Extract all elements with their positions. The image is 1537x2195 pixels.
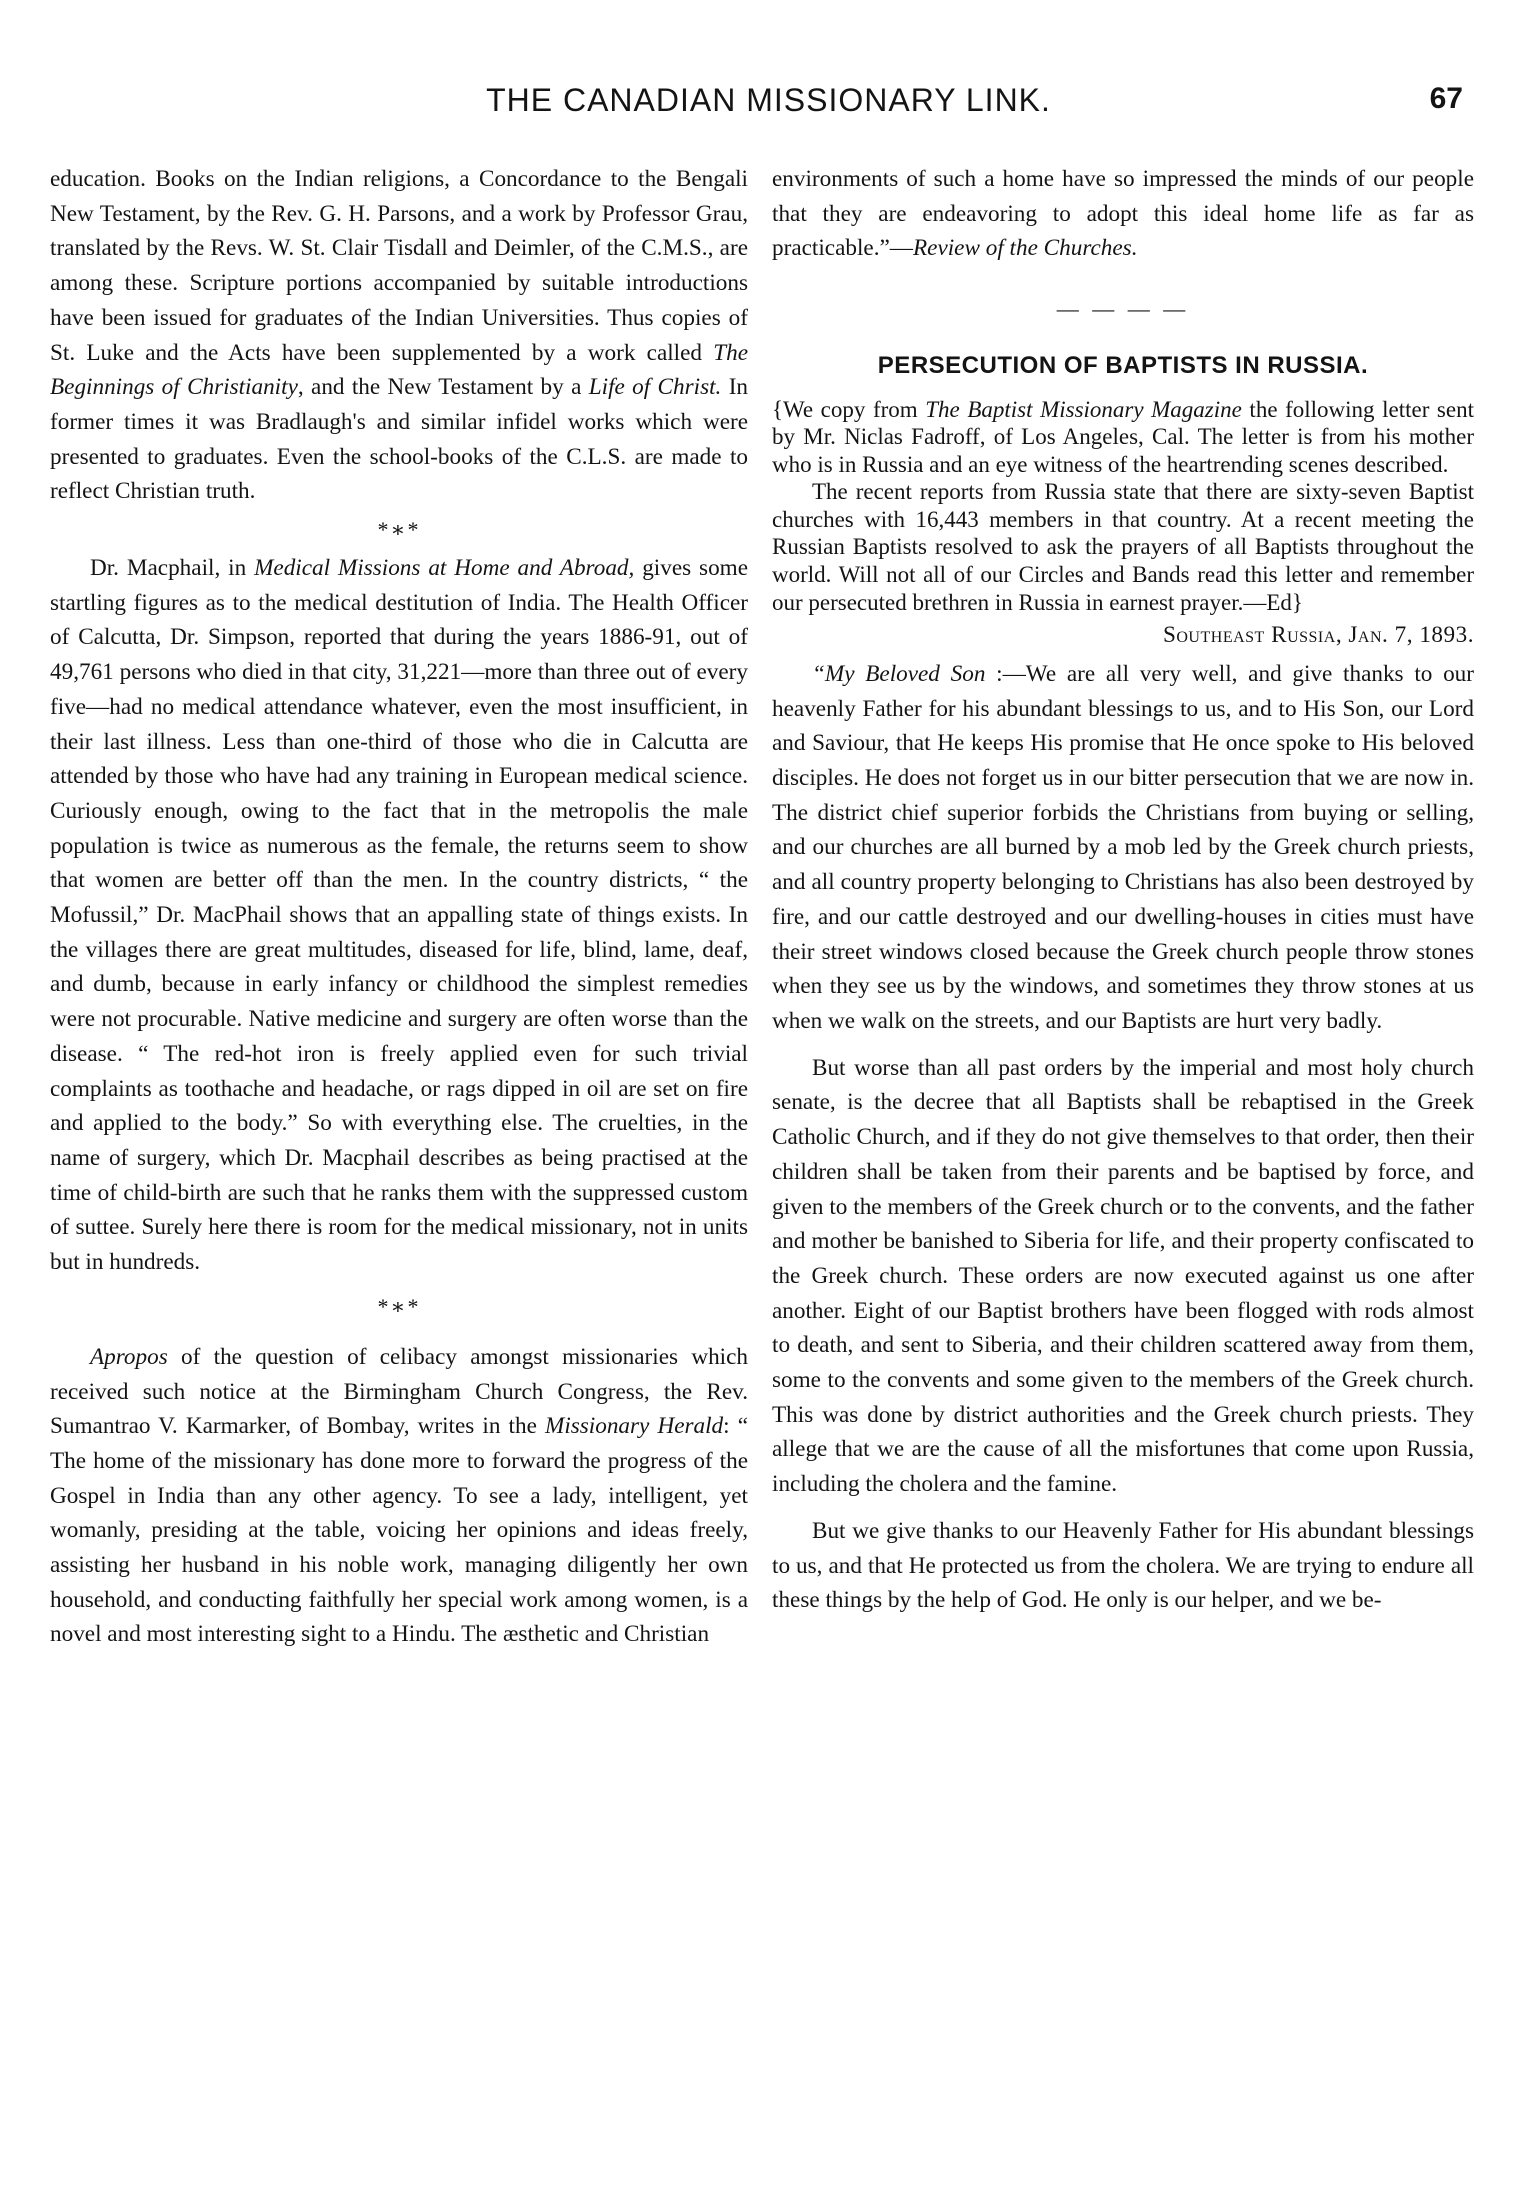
- letter-paragraph: But we give thanks to our Heavenly Father for His abundant blessings to us, and that He protected us from the cholera. We are trying to endure all these things by the help of God. He only is our helper, and we be-: [772, 1517, 1474, 1614]
- letter-paragraph: But worse than all past orders by the imperial and most holy church senate, is the decree that all Baptists shall be rebaptised in the Greek Catholic Church, and if they do not give themselves to that order, then their children shall be taken from their parents and be baptised by force, and given to the members of the Greek church or to the convents, and the father and mother be banished to Siberia for life, and their property confiscated to the Greek church. These orders are now executed against us one after another. Eight of our Baptist brothers have been flogged with rods almost to death, and sent to Siberia, and their children scattered away from them, some to the convents and some given to the members of the Greek church. This was done by district authorities and the Greek church priests. They allege that we are the cause of all the misfortunes that come upon Russia, including the cholera and the famine.: [772, 1054, 1474, 1498]
- paragraph-continued: environments of such a home have so impressed the minds of our people that they are endeavoring to adopt this ideal home life as far as practicable.”—Review of the Churches.: [772, 166, 1474, 262]
- left-column: [50, 162, 748, 1652]
- article-title: PERSECUTION OF BAPTISTS IN RUSSIA.: [877, 351, 1369, 379]
- page-number: 67: [1429, 82, 1463, 115]
- paragraph-apropos: Apropos of the question of celibacy amongst missionaries which received such notice at the Birmingham Church Congress, the Rev. Sumantrao V. Karmarker, of Bombay, writes in the Missionary Herald: “ The home of the missionary has done more to forward the progress of the Gospel in India than any other agency. To see a lady, intelligent, yet womanly, presiding at the table, voicing her opinions and ideas freely, assisting her husband in his noble work, managing diligently her own household, and conducting faithfully her special work among women, is a novel and most interesting sight to a Hindu. The æsthetic and Christian: [50, 1343, 749, 1648]
- editor-note: {We copy from The Baptist Missionary Magazine the following letter sent by Mr. Niclas Fadroff, of Los Angeles, Cal. The letter is from his mother who is in Russia and an eye witness of the heartrending scenes described.: [772, 396, 1474, 477]
- paragraph-medical-missions: Dr. Macphail, in Medical Missions at Home and Abroad, gives some startling figures as to the medical destitution of India. The Health Officer of Calcutta, Dr. Simpson, reported that during the years 1886-91, out of 49,761 persons who died in that city, 31,221—more than three out of every five—had no medical attendance whatever, even the most insufficient, in their last illness. Less than one-third of those who die in Calcutta are attended by those who have had any training in European medical science. Curiously enough, owing to the fact that in the metropolis the male population is twice as numerous as the female, the returns seem to show that women are better off than the men. In the country districts, “ the Mofussil,” Dr. MacPhail shows that an appalling state of things exists. In the villages there are great multitudes, diseased for life, blind, lame, deaf, and dumb, because in early infancy or childhood the simplest remedies were not procurable. Native medicine and surgery are often worse than the disease. “ The red-hot iron is freely applied even for such trivial complaints as toothache and headache, or rags dipped in oil are set on fire and applied to the body.” So with everything else. The cruelties, in the name of surgery, which Dr. Macphail describes as being practised at the time of child-birth are such that he ranks them with the suppressed custom of suttee. Surely here there is room for the medical missionary, not in units but in hundreds.: [50, 555, 749, 1276]
- letter-dateline: Southeast Russia, Jan. 7, 1893.: [1162, 622, 1474, 649]
- editor-note-continued: The recent reports from Russia state that there are sixty-seven Baptist churches with 16,443 members in that country. At a recent meeting the Russian Baptists resolved to ask the prayers of all Baptists throughout the world. Will not all of our Circles and Bands read this letter and remember our persecuted brethren in Russia in earnest prayer.—Ed}: [772, 479, 1474, 615]
- running-title: THE CANADIAN MISSIONARY LINK.: [486, 82, 1051, 118]
- paragraph-books: education. Books on the Indian religions, a Concordance to the Bengali New Testament, by the Rev. G. H. Parsons, and a work by Professor Grau, translated by the Revs. W. St. Clair Tisdall and Deimler, of the C.M.S., are among these. Scripture portions accompanied by suitable introductions have been issued for graduates of the Indian Universities. Thus copies of St. Luke and the Acts have been supplemented by a work called The Beginnings of Christianity, and the New Testament by a Life of Christ. In former times it was Bradlaugh's and similar infidel works which were presented to graduates. Even the school-books of the C.L.S. are made to reflect Christian truth.: [50, 166, 749, 505]
- letter-paragraph: “My Beloved Son :—We are all very well, and give thanks to our heavenly Father for his abundant blessings to us, and to His Son, our Lord and Saviour, that He keeps His promise that He once spoke to His beloved disciples. He does not forget us in our bitter persecution that we are now in. The district chief superior forbids the Christians from buying or selling, and our churches are all burned by a mob led by the Greek church priests, and all country property belonging to Christians has also been destroyed by fire, and our cattle destroyed and our dwelling-houses in cities must have their street windows closed because the Greek church people throw stones when they see us by the windows, and sometimes they throw stones at us when we walk on the streets, and our Baptists are hurt very badly.: [772, 660, 1474, 1034]
- section-separator: — — — —: [1056, 296, 1190, 322]
- asterism-divider: *∗*: [377, 517, 421, 543]
- asterism-divider: *∗*: [377, 1293, 421, 1319]
- page-header: [0, 82, 1537, 130]
- right-column: [772, 162, 1474, 1618]
